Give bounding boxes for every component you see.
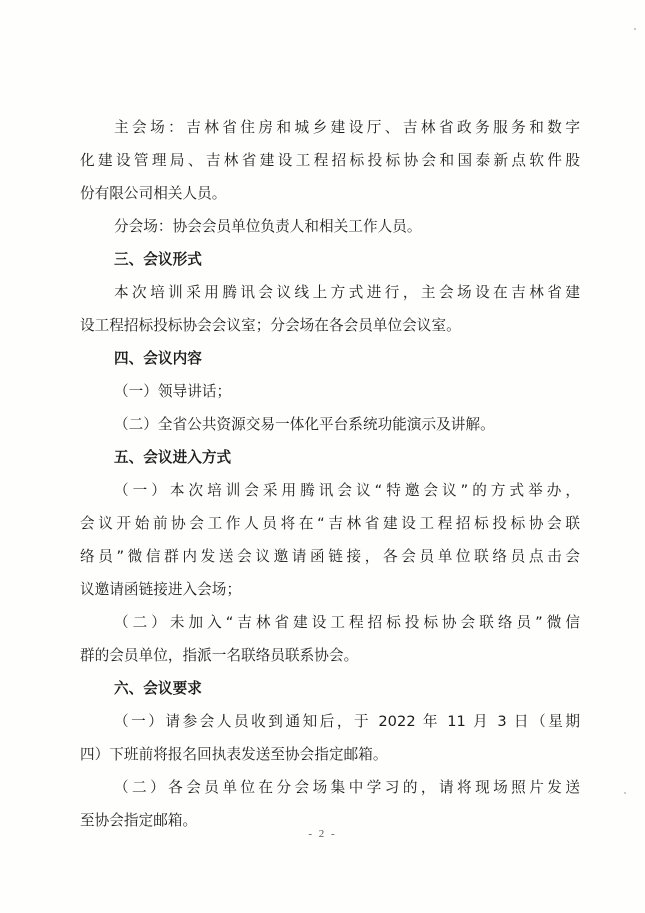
- paragraph-branch-venue: 分会场：协会会员单位负责人和相关工作人员。: [114, 218, 422, 235]
- heading-entry-method: 五、会议进入方式: [114, 449, 232, 466]
- requirement-item-1-line-1: （一）请参会人员收到通知后，于 2022 年 11 月 3 日（星期: [114, 713, 580, 730]
- entry-item-1-line-1: （一）本次培训会采用腾讯会议“特邀会议”的方式举办，: [114, 482, 580, 499]
- heading-meeting-content: 四、会议内容: [114, 350, 202, 367]
- requirement-item-2-line-2: 至协会指定邮箱。: [80, 812, 198, 829]
- paragraph-main-venue-line-1: 主会场：吉林省住房和城乡建设厅、吉林省政务服务和数字: [114, 119, 580, 136]
- scan-speck: [634, 28, 636, 30]
- entry-item-1-line-4: 议邀请函链接进入会场；: [80, 581, 242, 598]
- page-number: - 2 -: [308, 828, 337, 840]
- heading-meeting-requirements: 六、会议要求: [114, 680, 202, 697]
- paragraph-format-line-2: 设工程招标投标协会会议室；分会场在各会员单位会议室。: [80, 317, 461, 334]
- paragraph-main-venue-line-3: 份有限公司相关人员。: [80, 185, 227, 202]
- content-item-1: （一）领导讲话；: [114, 383, 232, 400]
- heading-meeting-format: 三、会议形式: [114, 251, 202, 268]
- requirement-item-2-line-1: （二）各会员单位在分会场集中学习的，请将现场照片发送: [114, 779, 580, 796]
- paragraph-main-venue-line-2: 化建设管理局、吉林省建设工程招标投标协会和国泰新点软件股: [80, 152, 580, 169]
- entry-item-2-line-1: （二）未加入“吉林省建设工程招标投标协会联络员”微信: [114, 614, 580, 631]
- entry-item-1-line-3: 络员”微信群内发送会议邀请函链接，各会员单位联络员点击会: [80, 548, 580, 565]
- entry-item-2-line-2: 群的会员单位，指派一名联络员联系协会。: [80, 647, 359, 664]
- requirement-item-1-line-2: 四）下班前将报名回执表发送至协会指定邮箱。: [80, 746, 388, 763]
- entry-item-1-line-2: 会议开始前协会工作人员将在“吉林省建设工程招标投标协会联: [80, 515, 580, 532]
- paragraph-format-line-1: 本次培训采用腾讯会议线上方式进行，主会场设在吉林省建: [114, 284, 580, 301]
- scan-speck: [624, 792, 626, 794]
- content-item-2: （二）全省公共资源交易一体化平台系统功能演示及讲解。: [114, 416, 495, 433]
